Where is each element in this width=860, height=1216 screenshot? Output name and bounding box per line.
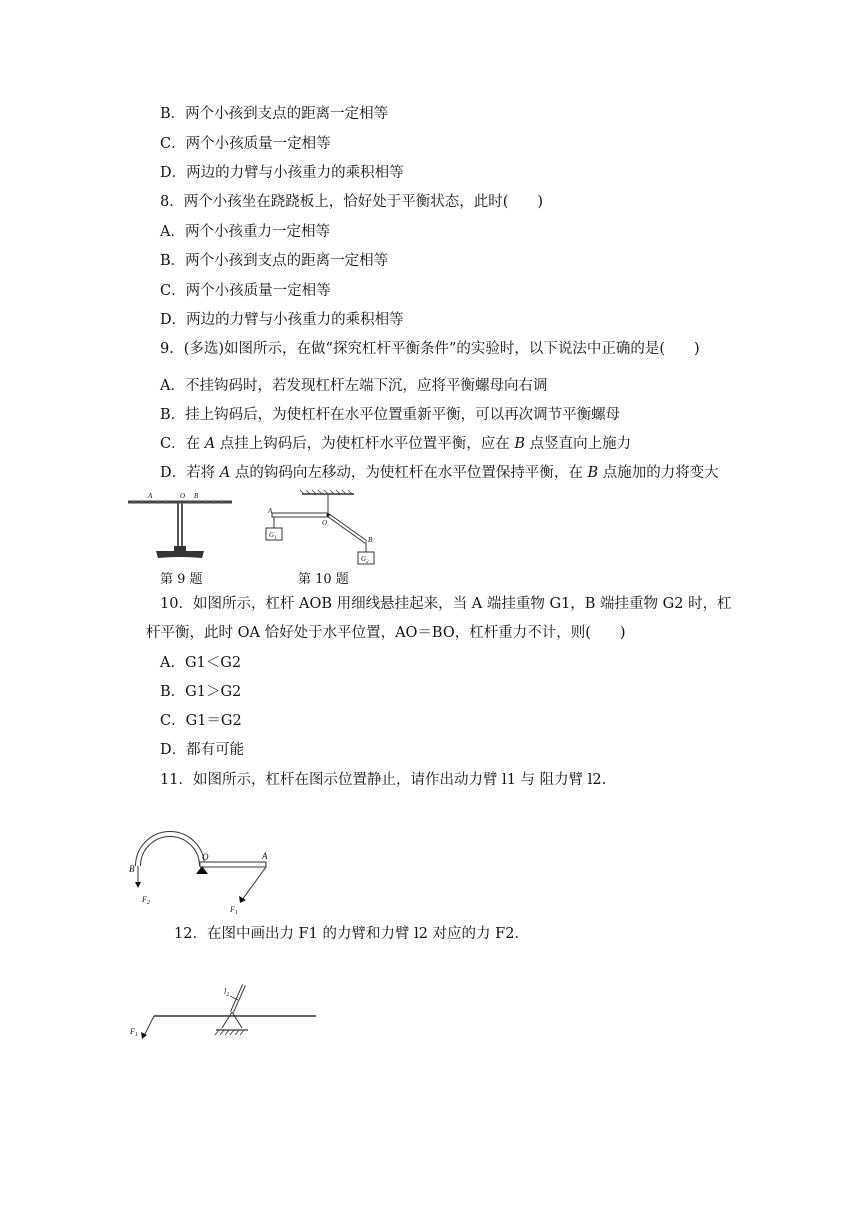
q10-stem-line1: 10．如图所示，杠杆 AOB 用细线悬挂起来，当 A 端挂重物 G1，B 端挂重物 G2 时，杠 [160,596,732,612]
fig12-label-l2: $l_2$ [224,987,230,998]
figure-9-lever-stand [128,492,234,562]
q10-option-d: D．都有可能 [160,742,245,758]
fig12-label-f1: $F_1$ [130,1027,138,1038]
figure-9-caption: 第 9 题 [160,572,203,587]
fig11-label-f2: $F_2$ [142,895,150,906]
fig10-weight-g1: $G_1$ [269,531,277,541]
fig11-label-b: B [129,864,135,874]
q8-option-c: C．两个小孩质量一定相等 [160,283,331,299]
q7-option-c: C．两个小孩质量一定相等 [160,136,331,152]
q9-option-d: D．若将 A 点的钩码向左移动，为使杠杆在水平位置保持平衡，在 B 点施加的力将变大 [160,465,719,481]
q7-option-d: D．两边的力臂与小孩重力的乘积相等 [160,165,404,181]
q10-option-b: B．G1＞G2 [160,684,242,700]
figure-10-suspended-lever [262,490,382,570]
q10-stem-line2: 杆平衡，此时 OA 恰好处于水平位置，AO＝BO，杠杆重力不计，则( ) [146,625,626,641]
q9-stem: 9．(多选)如图所示，在做“探究杠杆平衡条件”的实验时，以下说法中正确的是( ) [160,341,700,357]
fig9-label-o: O [180,492,186,500]
fig9-label-a: A [148,492,153,500]
q9-option-a: A．不挂钩码时，若发现杠杆左端下沉，应将平衡螺母向右调 [160,378,548,394]
q8-option-d: D．两边的力臂与小孩重力的乘积相等 [160,312,404,328]
q9-option-c: C．在 A 点挂上钩码后，为使杠杆水平位置平衡，应在 B 点竖直向上施力 [160,436,632,452]
q8-stem: 8．两个小孩坐在跷跷板上，恰好处于平衡状态，此时( ) [160,194,544,210]
fig11-label-o: O [202,852,209,862]
q7-option-b: B．两个小孩到支点的距离一定相等 [160,106,389,122]
q8-option-a: A．两个小孩重力一定相等 [160,224,330,240]
q8-option-b: B．两个小孩到支点的距离一定相等 [160,253,389,269]
fig10-weight-g2: $G_2$ [361,555,369,565]
q10-option-c: C．G1＝G2 [160,713,242,729]
fig10-label-a: A [268,507,273,515]
fig10-label-b: B [368,536,373,544]
fig11-label-f1: $F_1$ [230,905,238,916]
q10-option-a: A．G1＜G2 [160,655,242,671]
q11-stem: 11．如图所示，杠杆在图示位置静止，请作出动力臂 l1 与 阻力臂 l2. [160,772,607,788]
fig11-label-a: A [262,851,268,861]
fig9-label-b: B [194,492,199,500]
fig10-label-o: O [322,519,328,527]
q12-stem: 12．在图中画出力 F1 的力臂和力臂 l2 对应的力 F2. [174,926,520,942]
figure-11-arched-lever [126,830,276,920]
q9-option-b: B．挂上钩码后，为使杠杆在水平位置重新平衡，可以再次调节平衡螺母 [160,407,621,423]
figure-12-lever-fulcrum [126,980,326,1046]
figure-10-caption: 第 10 题 [298,572,349,587]
